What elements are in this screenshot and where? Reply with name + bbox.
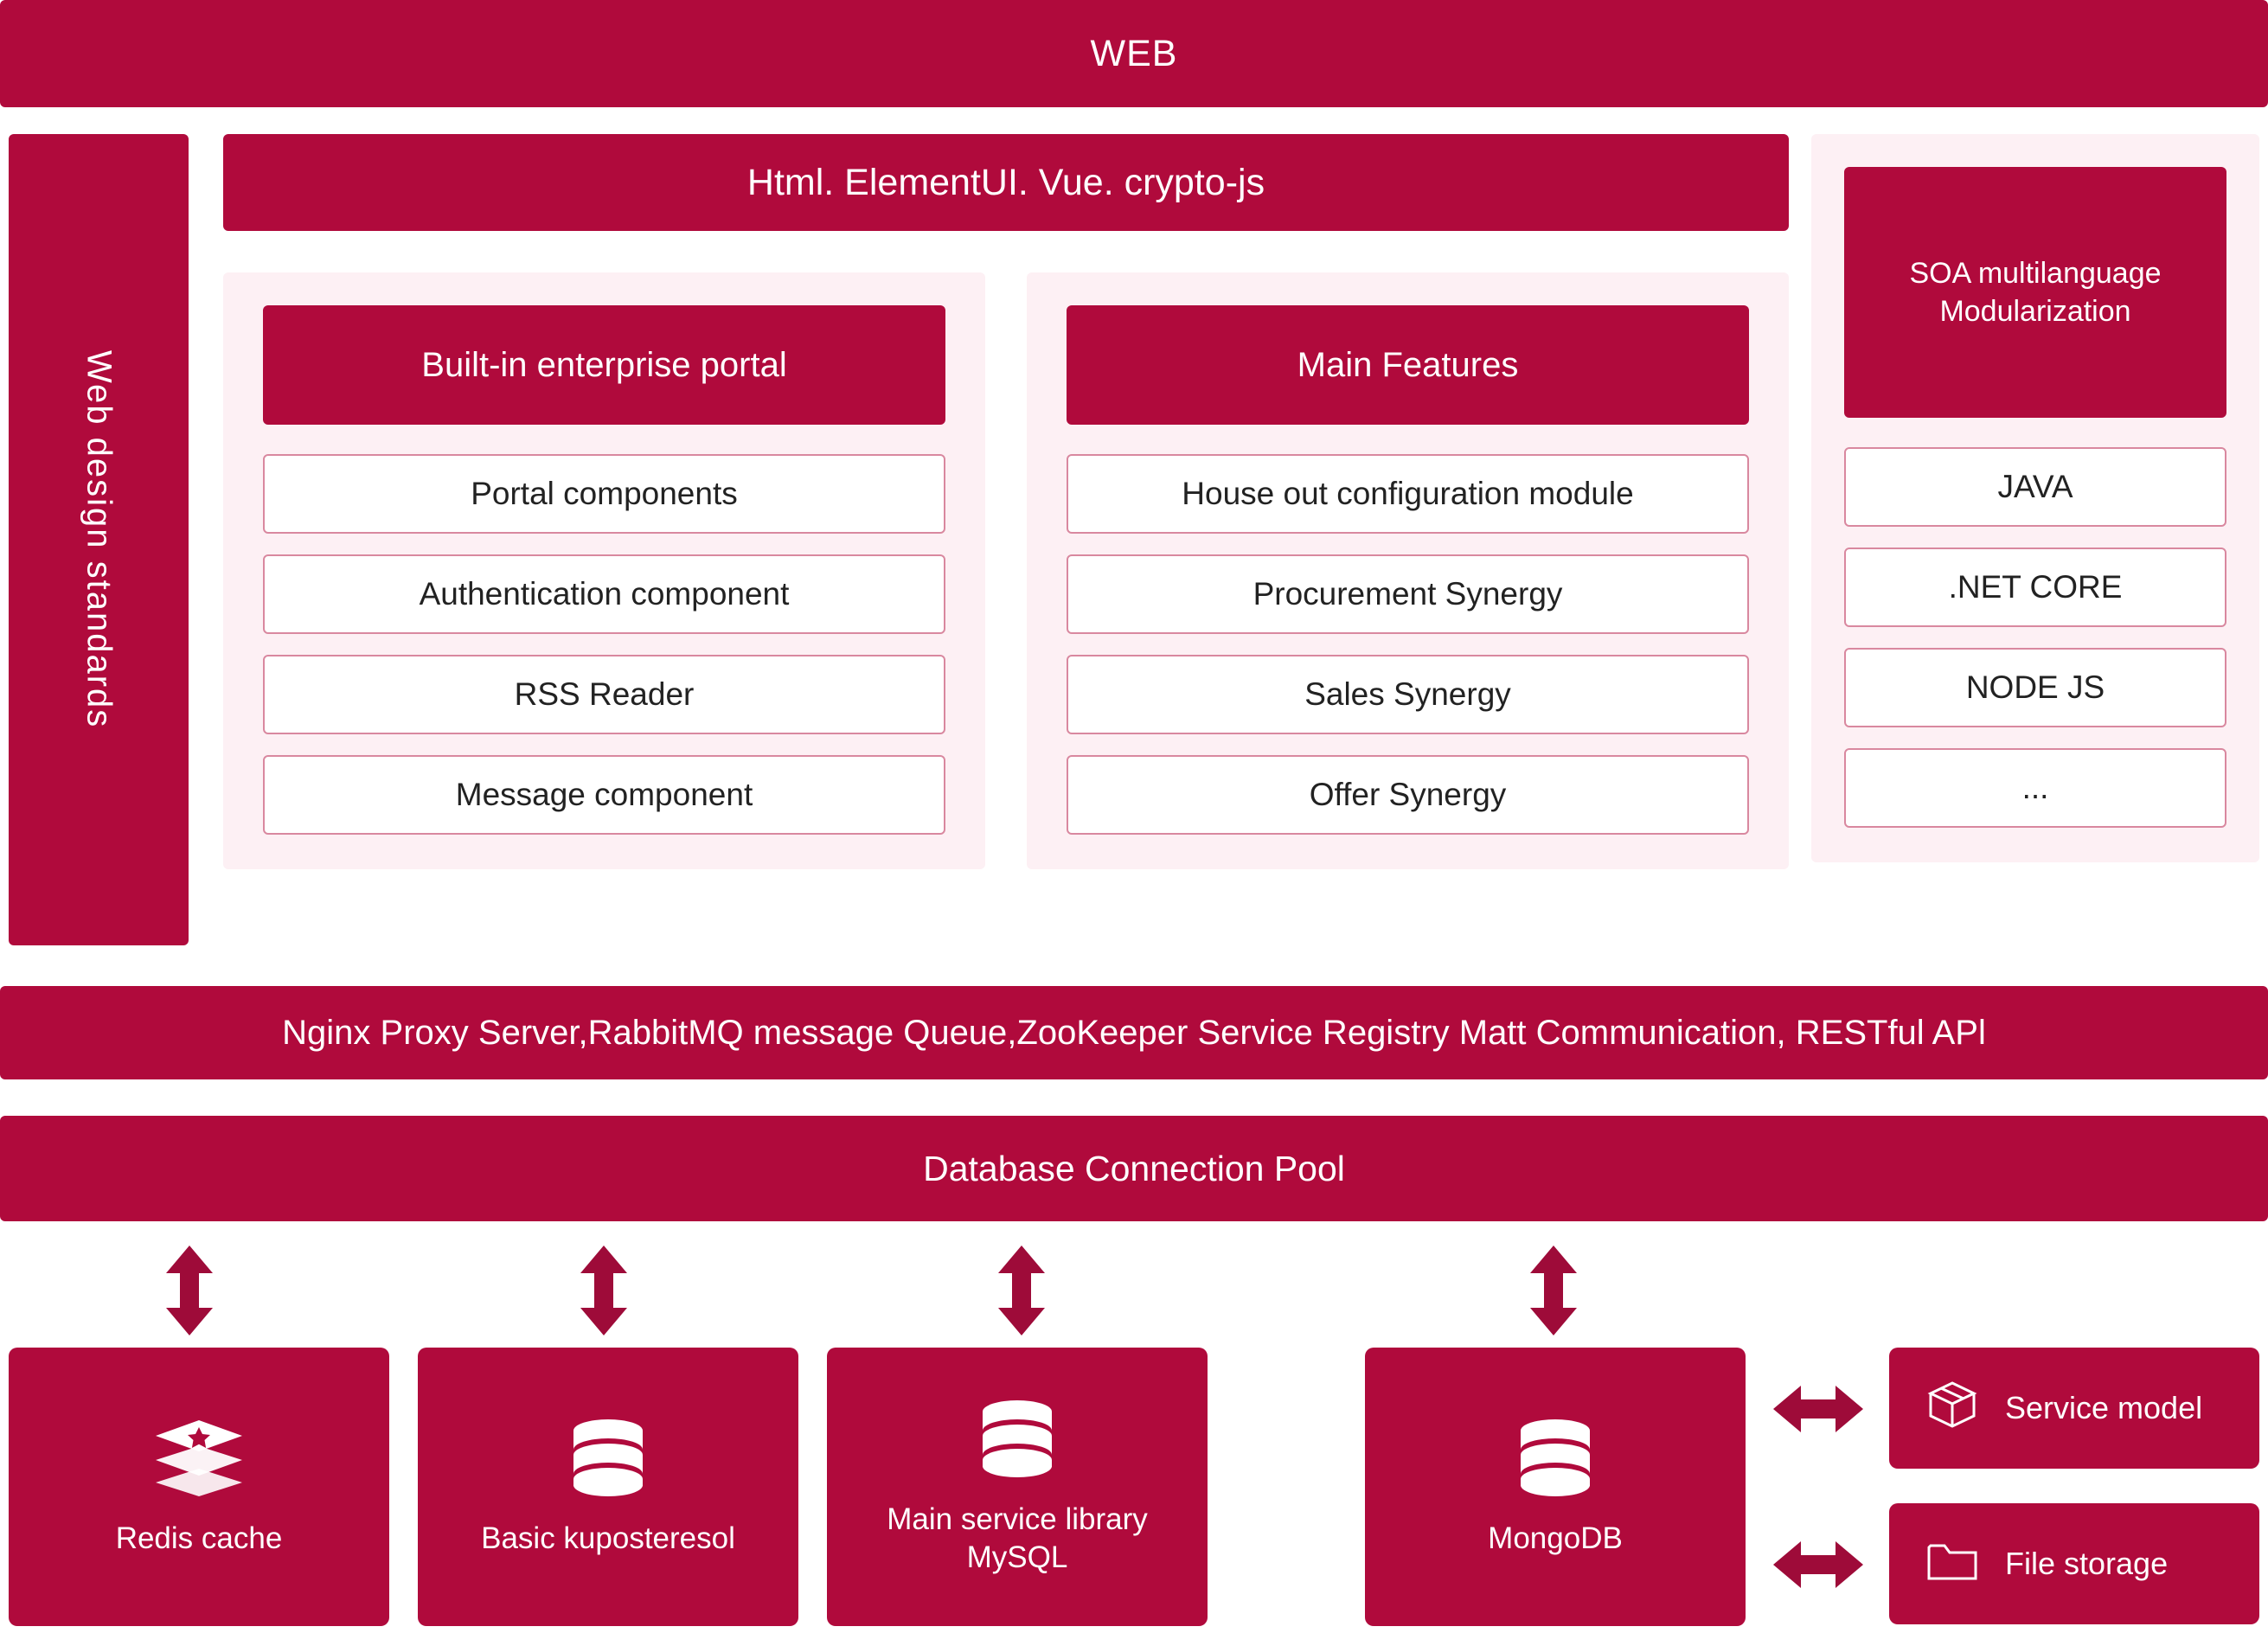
list-item[interactable] [1844, 447, 2226, 527]
panel-header-main-features-label: Main Features [1297, 345, 1519, 384]
double-arrow-vertical-icon [995, 1246, 1048, 1335]
panels-row [223, 272, 1789, 869]
item-label: Offer Synergy [1309, 777, 1507, 812]
database-connection-pool-label: Database Connection Pool [923, 1148, 1345, 1188]
storage-row [0, 1348, 2268, 1633]
arrows-row [0, 1246, 2268, 1341]
store-mongodb[interactable] [1365, 1348, 1746, 1626]
store-label: Basic kuposteresol [481, 1521, 735, 1555]
web-design-standards-label: Web design standards [80, 350, 119, 729]
web-design-standards-strip [9, 134, 189, 945]
web-header-band [0, 0, 2268, 107]
database-icon [565, 1417, 651, 1501]
list-item[interactable] [1067, 755, 1749, 835]
panel-built-in-enterprise-portal [223, 272, 985, 869]
middle-region [0, 134, 2268, 951]
item-label: ... [2021, 770, 2049, 805]
list-item[interactable] [1067, 655, 1749, 734]
panel-main-features [1027, 272, 1789, 869]
middleware-label: Nginx Proxy Server,RabbitMQ message Queue,ZooKeeper Service Registry Matt Communication, RESTful APl [282, 1013, 1986, 1052]
item-label: House out configuration module [1182, 476, 1634, 511]
item-label: Authentication component [419, 576, 790, 612]
double-arrow-vertical-icon [163, 1246, 216, 1335]
panel-header-main-features [1067, 305, 1749, 425]
database-connection-pool-band [0, 1116, 2268, 1221]
panel-header-soa-label: SOA multilanguage Modularization [1909, 256, 2162, 328]
item-label: Portal components [471, 476, 738, 511]
double-arrow-vertical-icon [1527, 1246, 1580, 1335]
item-label: Procurement Synergy [1253, 576, 1563, 612]
center-column [223, 134, 1789, 869]
list-item[interactable] [263, 454, 945, 534]
list-item[interactable] [1844, 748, 2226, 828]
cube-icon [1925, 1380, 1979, 1438]
store-label: Redis cache [115, 1521, 283, 1555]
item-label: Sales Synergy [1304, 676, 1511, 712]
panel-header-portal [263, 305, 945, 425]
item-label: .NET CORE [1948, 569, 2123, 605]
web-header-label: WEB [1090, 32, 1178, 74]
item-label: Message component [455, 777, 753, 812]
redis-stack-icon [152, 1417, 246, 1501]
item-label: NODE JS [1965, 669, 2105, 705]
store-basic-kuposteresol[interactable] [418, 1348, 798, 1626]
list-item[interactable] [263, 655, 945, 734]
folder-icon [1925, 1537, 1979, 1591]
double-arrow-vertical-icon [577, 1246, 631, 1335]
store-label: Main service library MySQL [887, 1502, 1148, 1574]
middleware-band [0, 986, 2268, 1079]
list-item[interactable] [263, 755, 945, 835]
side-box-file-storage[interactable] [1889, 1503, 2259, 1624]
list-item[interactable] [1844, 648, 2226, 727]
frontend-tech-label: Html. ElementUI. Vue. crypto-js [746, 161, 1265, 203]
database-icon [1512, 1417, 1598, 1501]
store-redis-cache[interactable] [9, 1348, 389, 1626]
panel-soa-multilanguage [1811, 134, 2259, 862]
list-item[interactable] [1844, 548, 2226, 627]
list-item[interactable] [263, 554, 945, 634]
double-arrow-horizontal-icon [1773, 1538, 1863, 1591]
database-icon [974, 1398, 1060, 1482]
item-label: JAVA [1997, 469, 2073, 504]
panel-header-soa [1844, 167, 2226, 418]
list-item[interactable] [1067, 454, 1749, 534]
list-item[interactable] [1067, 554, 1749, 634]
store-main-service-library[interactable] [827, 1348, 1208, 1626]
panel-header-portal-label: Built-in enterprise portal [421, 345, 787, 384]
double-arrow-horizontal-icon [1773, 1382, 1863, 1436]
side-box-label: Service model [2005, 1390, 2203, 1425]
store-label: MongoDB [1488, 1521, 1623, 1555]
side-box-label: File storage [2005, 1546, 2169, 1581]
item-label: RSS Reader [514, 676, 695, 712]
side-box-service-model[interactable] [1889, 1348, 2259, 1469]
frontend-tech-band [223, 134, 1789, 231]
